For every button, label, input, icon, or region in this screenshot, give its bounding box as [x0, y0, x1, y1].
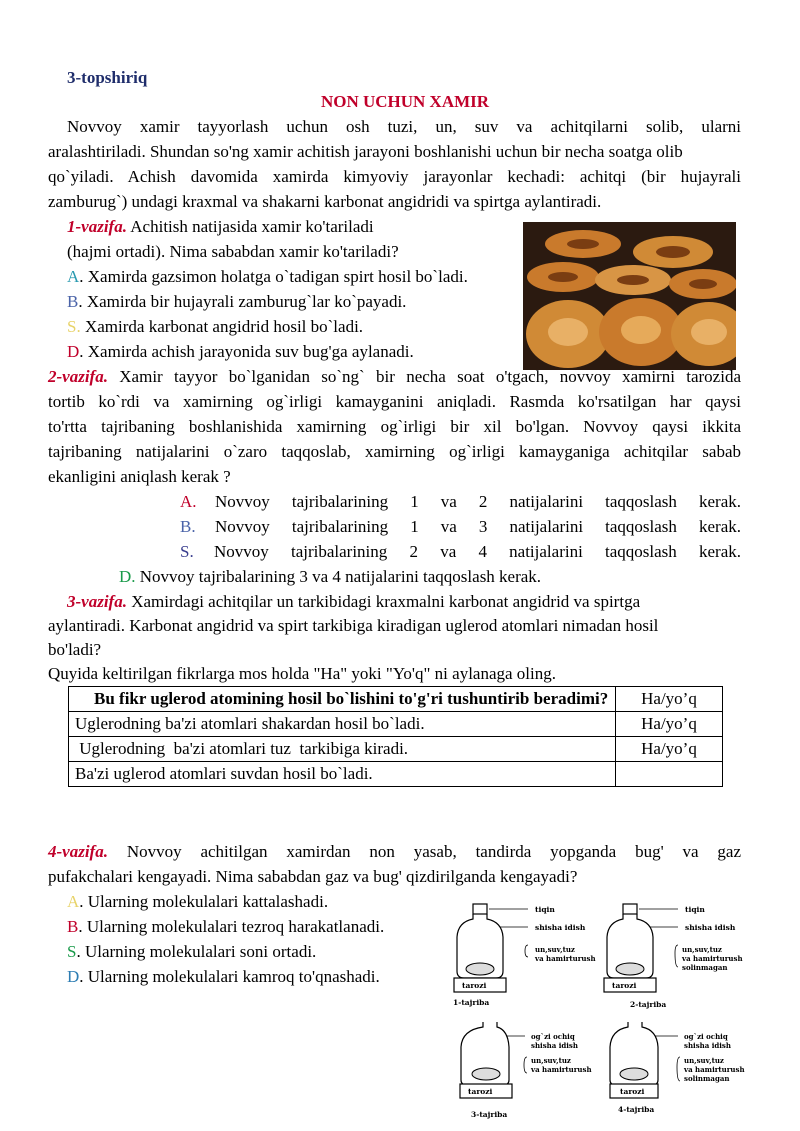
- task3-table: [68, 686, 723, 787]
- task1-option-d[interactable]: D. Xamirda achish jarayonida suv bug'ga aylanadi.: [67, 342, 414, 361]
- bread-photo: [523, 222, 736, 370]
- scale-label: tarozi: [468, 1087, 493, 1096]
- task1-question-line2: (hajmi ortadi). Nima sababdan xamir ko'tariladi?: [67, 242, 399, 261]
- task4-option-a[interactable]: A. Ularning molekulalari kattalashadi.: [67, 892, 329, 911]
- task4-line-1: 4-vazifa. Novvoy achitilgan xamirdan non yasab, tandirda yopganda bug' va gaz: [48, 842, 741, 861]
- task2-option-s[interactable]: Novvoy tajribalarining 2 va 4 natijalarini taqqoslash kerak.: [214, 542, 741, 561]
- task2-line-3: to'rtta tajribaning boshlanishida xamirning og`irligi bir xil bo'lgan. Novvoy qaysi ikkita: [48, 417, 741, 436]
- table-header-statement: Bu fikr uglerod atomining hosil bo`lishini to'g'ri tushuntirib beradimi?: [69, 687, 616, 712]
- contents-label-2: va hamirturush: [535, 954, 596, 963]
- experiment-2: [604, 904, 743, 1009]
- contents-label-2: va hamirturush: [684, 1065, 745, 1074]
- table-header-answer: Ha/yo’q: [616, 687, 723, 712]
- stopper-label: tiqin: [535, 905, 555, 914]
- scale-label: tarozi: [612, 981, 637, 990]
- experiment-label: 2-tajriba: [630, 1000, 667, 1009]
- vessel-label-1: og`zi ochiq: [684, 1032, 728, 1041]
- table-row-statement: Uglerodning ba'zi atomlari shakardan hosil bo`ladi.: [69, 712, 616, 737]
- table-row-answer[interactable]: [616, 762, 723, 787]
- experiment-label: 3-tajriba: [471, 1110, 508, 1119]
- table-row: [69, 762, 723, 787]
- task2-option-a[interactable]: Novvoy tajribalarining 1 va 2 natijalarini taqqoslash kerak.: [215, 492, 741, 511]
- vessel-label: shisha idish: [685, 923, 736, 932]
- task1-option-b[interactable]: B. Xamirda bir hujayrali zamburug`lar ko`payadi.: [67, 292, 407, 311]
- vessel-label-1: og`zi ochiq: [531, 1032, 575, 1041]
- experiment-diagram: [440, 895, 760, 1127]
- task1-option-s[interactable]: S. Xamirda karbonat angidrid hosil bo`ladi.: [67, 317, 364, 336]
- table-header-row: [69, 687, 723, 712]
- task3-line-3: bo'ladi?: [48, 640, 102, 659]
- contents-label-3: solinmagan: [684, 1074, 730, 1083]
- intro-line-3: qo`yiladi. Achish davomida xamirda kimyoviy jarayonlar kechadi: achitqi (bir hujayrali: [48, 167, 741, 186]
- page-title: NON UCHUN XAMIR: [320, 92, 490, 111]
- contents-label-1: un,suv,tuz: [682, 945, 722, 954]
- stopper-icon: [623, 904, 637, 914]
- stopper-label: tiqin: [685, 905, 705, 914]
- dough-icon: [620, 1068, 648, 1080]
- task2-option-d[interactable]: D. Novvoy tajribalarining 3 va 4 natijalarini taqqoslash kerak.: [119, 567, 542, 586]
- table-row: [69, 737, 723, 762]
- task3-label: 3-vazifa.: [67, 592, 127, 611]
- scale-label: tarozi: [620, 1087, 645, 1096]
- task1-option-a[interactable]: A. Xamirda gazsimon holatga o`tadigan spirt hosil bo`ladi.: [67, 267, 468, 286]
- task2-line-1: 2-vazifa. Xamir tayyor bo`lganidan so`ng` bir necha soat o'tgach, novvoy xamirni tarozida: [48, 367, 741, 386]
- task3-line-1: 3-vazifa. Xamirdagi achitqilar un tarkibidagi kraxmalni karbonat angidrid va spirtga: [67, 592, 641, 611]
- task4-option-s[interactable]: S. Ularning molekulalari soni ortadi.: [67, 942, 317, 961]
- vessel-label-2: shisha idish: [684, 1041, 731, 1050]
- task2-option-b[interactable]: Novvoy tajribalarining 1 va 3 natijalarini taqqoslash kerak.: [215, 517, 741, 536]
- experiment-label: 1-tajriba: [453, 998, 490, 1007]
- vessel-label: shisha idish: [535, 923, 586, 932]
- contents-label-2: va hamirturush: [682, 954, 743, 963]
- task3-line-4: Quyida keltirilgan fikrlarga mos holda "Ha" yoki "Yo'q" ni aylanaga oling.: [48, 664, 556, 683]
- intro-line-4: zamburug`) undagi kraxmal va shakarni karbonat angidridi va spirtga aylantiradi.: [48, 192, 602, 211]
- table-row-answer[interactable]: Ha/yo’q: [616, 737, 723, 762]
- contents-label-3: solinmagan: [682, 963, 728, 972]
- contents-label-1: un,suv,tuz: [531, 1056, 571, 1065]
- task2-option-a-letter[interactable]: A.: [180, 492, 197, 511]
- stopper-icon: [473, 904, 487, 914]
- table-row-statement: Ba'zi uglerod atomlari suvdan hosil bo`ladi.: [69, 762, 616, 787]
- experiment-3: [460, 1022, 592, 1119]
- task3-line-2: aylantiradi. Karbonat angidrid va spirt tarkibiga kiradigan uglerod atomlari nimadan hosil: [48, 616, 659, 635]
- task2-line-5: ekanligini aniqlash kerak ?: [48, 467, 231, 486]
- dough-icon: [616, 963, 644, 975]
- intro-line-1: Novvoy xamir tayyorlash uchun osh tuzi, un, suv va achitqilarni solib, ularni: [67, 117, 741, 136]
- intro-line-2: aralashtiriladi. Shundan so'ng xamir achitish jarayoni boshlanishi uchun bir necha soatga olib: [48, 142, 683, 161]
- task2-option-s-letter[interactable]: S.: [180, 542, 194, 561]
- table-row: [69, 712, 723, 737]
- task2-label: 2-vazifa.: [48, 367, 108, 386]
- task1-question-line1: [67, 215, 374, 240]
- task2-line-2: tortib ko`rdi va xamirning og`irligi kamayganini aniqladi. Rasmda ko'rsatilgan har qaysi: [48, 392, 741, 411]
- contents-label-1: un,suv,tuz: [535, 945, 575, 954]
- experiment-4: [610, 1022, 745, 1114]
- contents-label-2: va hamirturush: [531, 1065, 592, 1074]
- task4-option-d[interactable]: D. Ularning molekulalari kamroq to'qnashadi.: [67, 967, 380, 986]
- table-row-statement: Uglerodning ba'zi atomlari tuz tarkibiga kiradi.: [69, 737, 616, 762]
- task1-label: 1-vazifa.: [67, 217, 127, 236]
- task2-option-b-letter[interactable]: B.: [180, 517, 196, 536]
- section-header: 3-topshiriq: [67, 68, 148, 87]
- experiment-1: [453, 904, 596, 1007]
- vessel-label-2: shisha idish: [531, 1041, 578, 1050]
- table-row-answer[interactable]: Ha/yo’q: [616, 712, 723, 737]
- task1-text1: Achitish natijasida xamir ko'tariladi: [126, 217, 374, 236]
- experiment-label: 4-tajriba: [618, 1105, 655, 1114]
- scale-label: tarozi: [462, 981, 487, 990]
- task2-line-4: tajribaning natijalarini o`zaro taqqoslab, xamirning og`irligi kamayganiga achitqilar sabab: [48, 442, 741, 461]
- task4-line-2: pufakchalari kengayadi. Nima sababdan gaz va bug' qizdirilganda kengayadi?: [48, 867, 578, 886]
- contents-label-1: un,suv,tuz: [684, 1056, 724, 1065]
- dough-icon: [472, 1068, 500, 1080]
- task4-label: 4-vazifa.: [48, 842, 108, 861]
- task4-option-b[interactable]: B. Ularning molekulalari tezroq harakatlanadi.: [67, 917, 385, 936]
- dough-icon: [466, 963, 494, 975]
